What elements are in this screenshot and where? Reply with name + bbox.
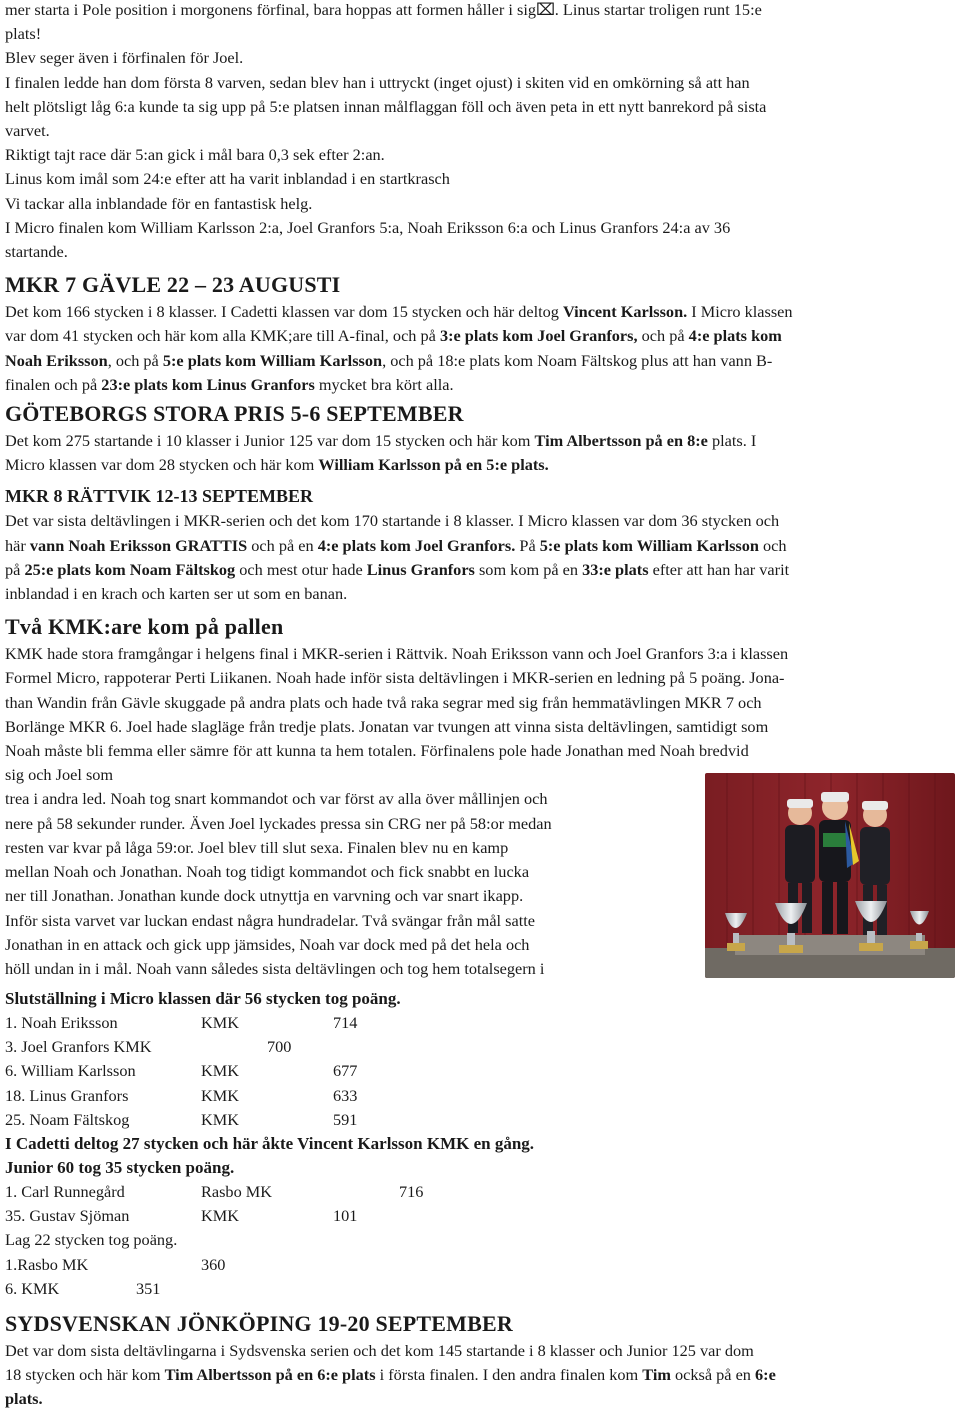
paragraph-line: Noah Eriksson, och på 5:e plats kom William Karlsson, och på 18:e plats kom Noam Fältskog plus att han vann B- (5, 350, 773, 370)
lag-row: 1.Rasbo MK 360 (5, 1254, 226, 1274)
standings-row: 18. Linus Granfors KMK 633 (5, 1085, 358, 1105)
sydsvenskan-section (5, 1309, 955, 1412)
standings-row: 25. Noam Fältskog KMK 591 (5, 1109, 358, 1129)
paragraph-line: Det var sista deltävlingen i MKR-serien och det kom 170 startande i 8 klasser. I Micro klassen var dom 36 stycken och (5, 511, 780, 531)
intro-line: I finalen ledde han dom första 8 varven, sedan blev han i uttryckt (inget ojust) i skiten vid en omkörning så att han (5, 72, 750, 92)
paragraph-line: på 25:e plats kom Noam Fältskog och mest otur hade Linus Granfors som kom på en 33:e plats efter att han har varit (5, 559, 790, 579)
intro-line: Riktigt tajt race där 5:an gick i mål bara 0,3 sek efter 2:an. (5, 145, 385, 165)
paragraph-line: trea i andra led. Noah tog snart kommandot och var först av alla över mållinjen och (5, 789, 548, 809)
paragraph-line: höll undan in i mål. Noah vann således sista deltävlingen och tog hem totalsegern i (5, 958, 545, 978)
paragraph-line: ner till Jonathan. Jonathan kunde dock utnyttja en varvning och var snart ikapp. (5, 886, 524, 906)
standings-row: 1. Noah Eriksson KMK 714 (5, 1013, 358, 1033)
intro-line: startande. (5, 242, 68, 262)
intro-line: Linus kom imål som 24:e efter att ha varit inblandad i en startkrasch (5, 169, 450, 189)
article-page (5, 0, 955, 1412)
junior-heading: Junior 60 tog 35 stycken poäng. (5, 1158, 235, 1178)
gbg-section (5, 399, 955, 477)
intro-line: varvet. (5, 121, 50, 141)
intro-section (5, 0, 955, 264)
lag-row: 6. KMK 351 (5, 1278, 161, 1298)
intro-line: plats! (5, 24, 42, 44)
standings-heading: Slutställning i Micro klassen där 56 stycken tog poäng. (5, 989, 401, 1009)
standings-section (5, 987, 955, 1301)
standings-row: 3. Joel Granfors KMK 700 (5, 1037, 292, 1057)
junior-row: 1. Carl Runnegård Rasbo MK 716 (5, 1182, 424, 1202)
paragraph-line: Formel Micro, rappoterar Perti Liikanen. Noah hade inför sista deltävlingen i MKR-serien en ledning på 5 poäng. Jona- (5, 668, 785, 688)
paragraph-line: Noah måste bli femma eller sämre för att kunna ta hem totalen. Förfinalens pole hade Jonathan med Noah bredvid (5, 741, 749, 761)
paragraph-line: KMK hade stora framgångar i helgens final i MKR-serien i Rättvik. Noah Eriksson vann och Joel Granfors 3:a i klassen (5, 644, 789, 664)
section-heading: MKR 8 RÄTTVIK 12-13 SEPTEMBER (5, 486, 314, 507)
paragraph-line: Micro klassen var dom 28 stycken och här kom William Karlsson på en 5:e plats. (5, 455, 549, 475)
paragraph-line: Det kom 275 startande i 10 klasser i Junior 125 var dom 15 stycken och här kom Tim Albertsson på en 8:e plats. I (5, 431, 757, 451)
section-heading: MKR 7 GÄVLE 22 – 23 AUGUSTI (5, 272, 341, 298)
paragraph-line: plats. (5, 1389, 43, 1409)
paragraph-line: nere på 58 sekunder runder. Även Joel lyckades pressa sin CRG ner på 58:or medan (5, 813, 552, 833)
paragraph-line: inblandad i en krach och karten ser ut som en banan. (5, 584, 348, 604)
paragraph-line: Borlänge MKR 6. Joel hade slagläge från tredje plats. Jonatan var tvungen att vinna sista deltävlingen, samtidigt som (5, 716, 769, 736)
intro-line: Blev seger även i förfinalen för Joel. (5, 48, 244, 68)
intro-line: mer starta i Pole position i morgonens förfinal, bara hoppas att formen håller i sig⌧. Linus startar troligen runt 15:e (5, 0, 762, 19)
cadetti-note: I Cadetti deltog 27 stycken och här åkte Vincent Karlsson KMK en gång. (5, 1134, 535, 1154)
paragraph-line: Jonathan in en attack och gick upp jämsides, Noah var dock med på det hela och (5, 934, 530, 954)
intro-line: Vi tackar alla inblandade för en fantastisk helg. (5, 193, 313, 213)
lag-heading: Lag 22 stycken tog poäng. (5, 1230, 178, 1250)
intro-line: helt plötsligt låg 6:a kunde ta sig upp på 5:e platsen innan målflaggan föll och även peta in ett nytt banrekord på sista (5, 96, 767, 116)
podium-photo (705, 773, 955, 978)
standings-row: 6. William Karlsson KMK 677 (5, 1061, 358, 1081)
paragraph-line: finalen och på 23:e plats kom Linus Granfors mycket bra kört alla. (5, 374, 454, 394)
paragraph-line: resten var kvar på låga 59:or. Joel blev till slut sexa. Finalen blev nu en kamp (5, 837, 509, 857)
paragraph-line: 18 stycken och här kom Tim Albertsson på en 6:e plats i första finalen. I den andra finalen kom Tim också på en 6:e (5, 1365, 776, 1385)
section-heading: GÖTEBORGS STORA PRIS 5-6 SEPTEMBER (5, 401, 464, 427)
section-heading: SYDSVENSKAN JÖNKÖPING 19-20 SEPTEMBER (5, 1311, 513, 1336)
paragraph-line: Inför sista varvet var luckan endast några hundradelar. Två svängar från mål satte (5, 910, 535, 930)
section-heading: Två KMK:are kom på pallen (5, 614, 284, 640)
junior-row: 35. Gustav Sjöman KMK 101 (5, 1206, 358, 1226)
intro-line: I Micro finalen kom William Karlsson 2:a, Joel Granfors 5:a, Noah Eriksson 6:a och Linus Granfors 24:a av 36 (5, 217, 731, 237)
paragraph-line: than Wandin från Gävle skuggade på andra plats och hade två raka segrar med sig från hemmatävlingen MKR 7 och (5, 692, 762, 712)
paragraph-line: Det kom 166 stycken i 8 klasser. I Cadetti klassen var dom 15 stycken och här deltog Vincent Karlsson. I Micro klassen (5, 302, 793, 322)
paragraph-line: mellan Noah och Jonathan. Noah tog tidigt kommandot och fick snabbt en lucka (5, 862, 530, 882)
mkr8-section (5, 483, 955, 606)
paragraph-line: var dom 41 stycken och här kom alla KMK;are till A-final, och på 3:e plats kom Joel Granfors, och på 4:e plats kom (5, 326, 782, 346)
mkr7-section (5, 270, 955, 397)
paragraph-line: här vann Noah Eriksson GRATTIS och på en 4:e plats kom Joel Granfors. På 5:e plats kom William Karlsson och (5, 535, 787, 555)
paragraph-line: Det var dom sista deltävlingarna i Sydsvenska serien och det kom 145 startande i 8 klasser och Junior 125 var dom (5, 1341, 754, 1360)
paragraph-line: sig och Joel som (5, 765, 114, 785)
